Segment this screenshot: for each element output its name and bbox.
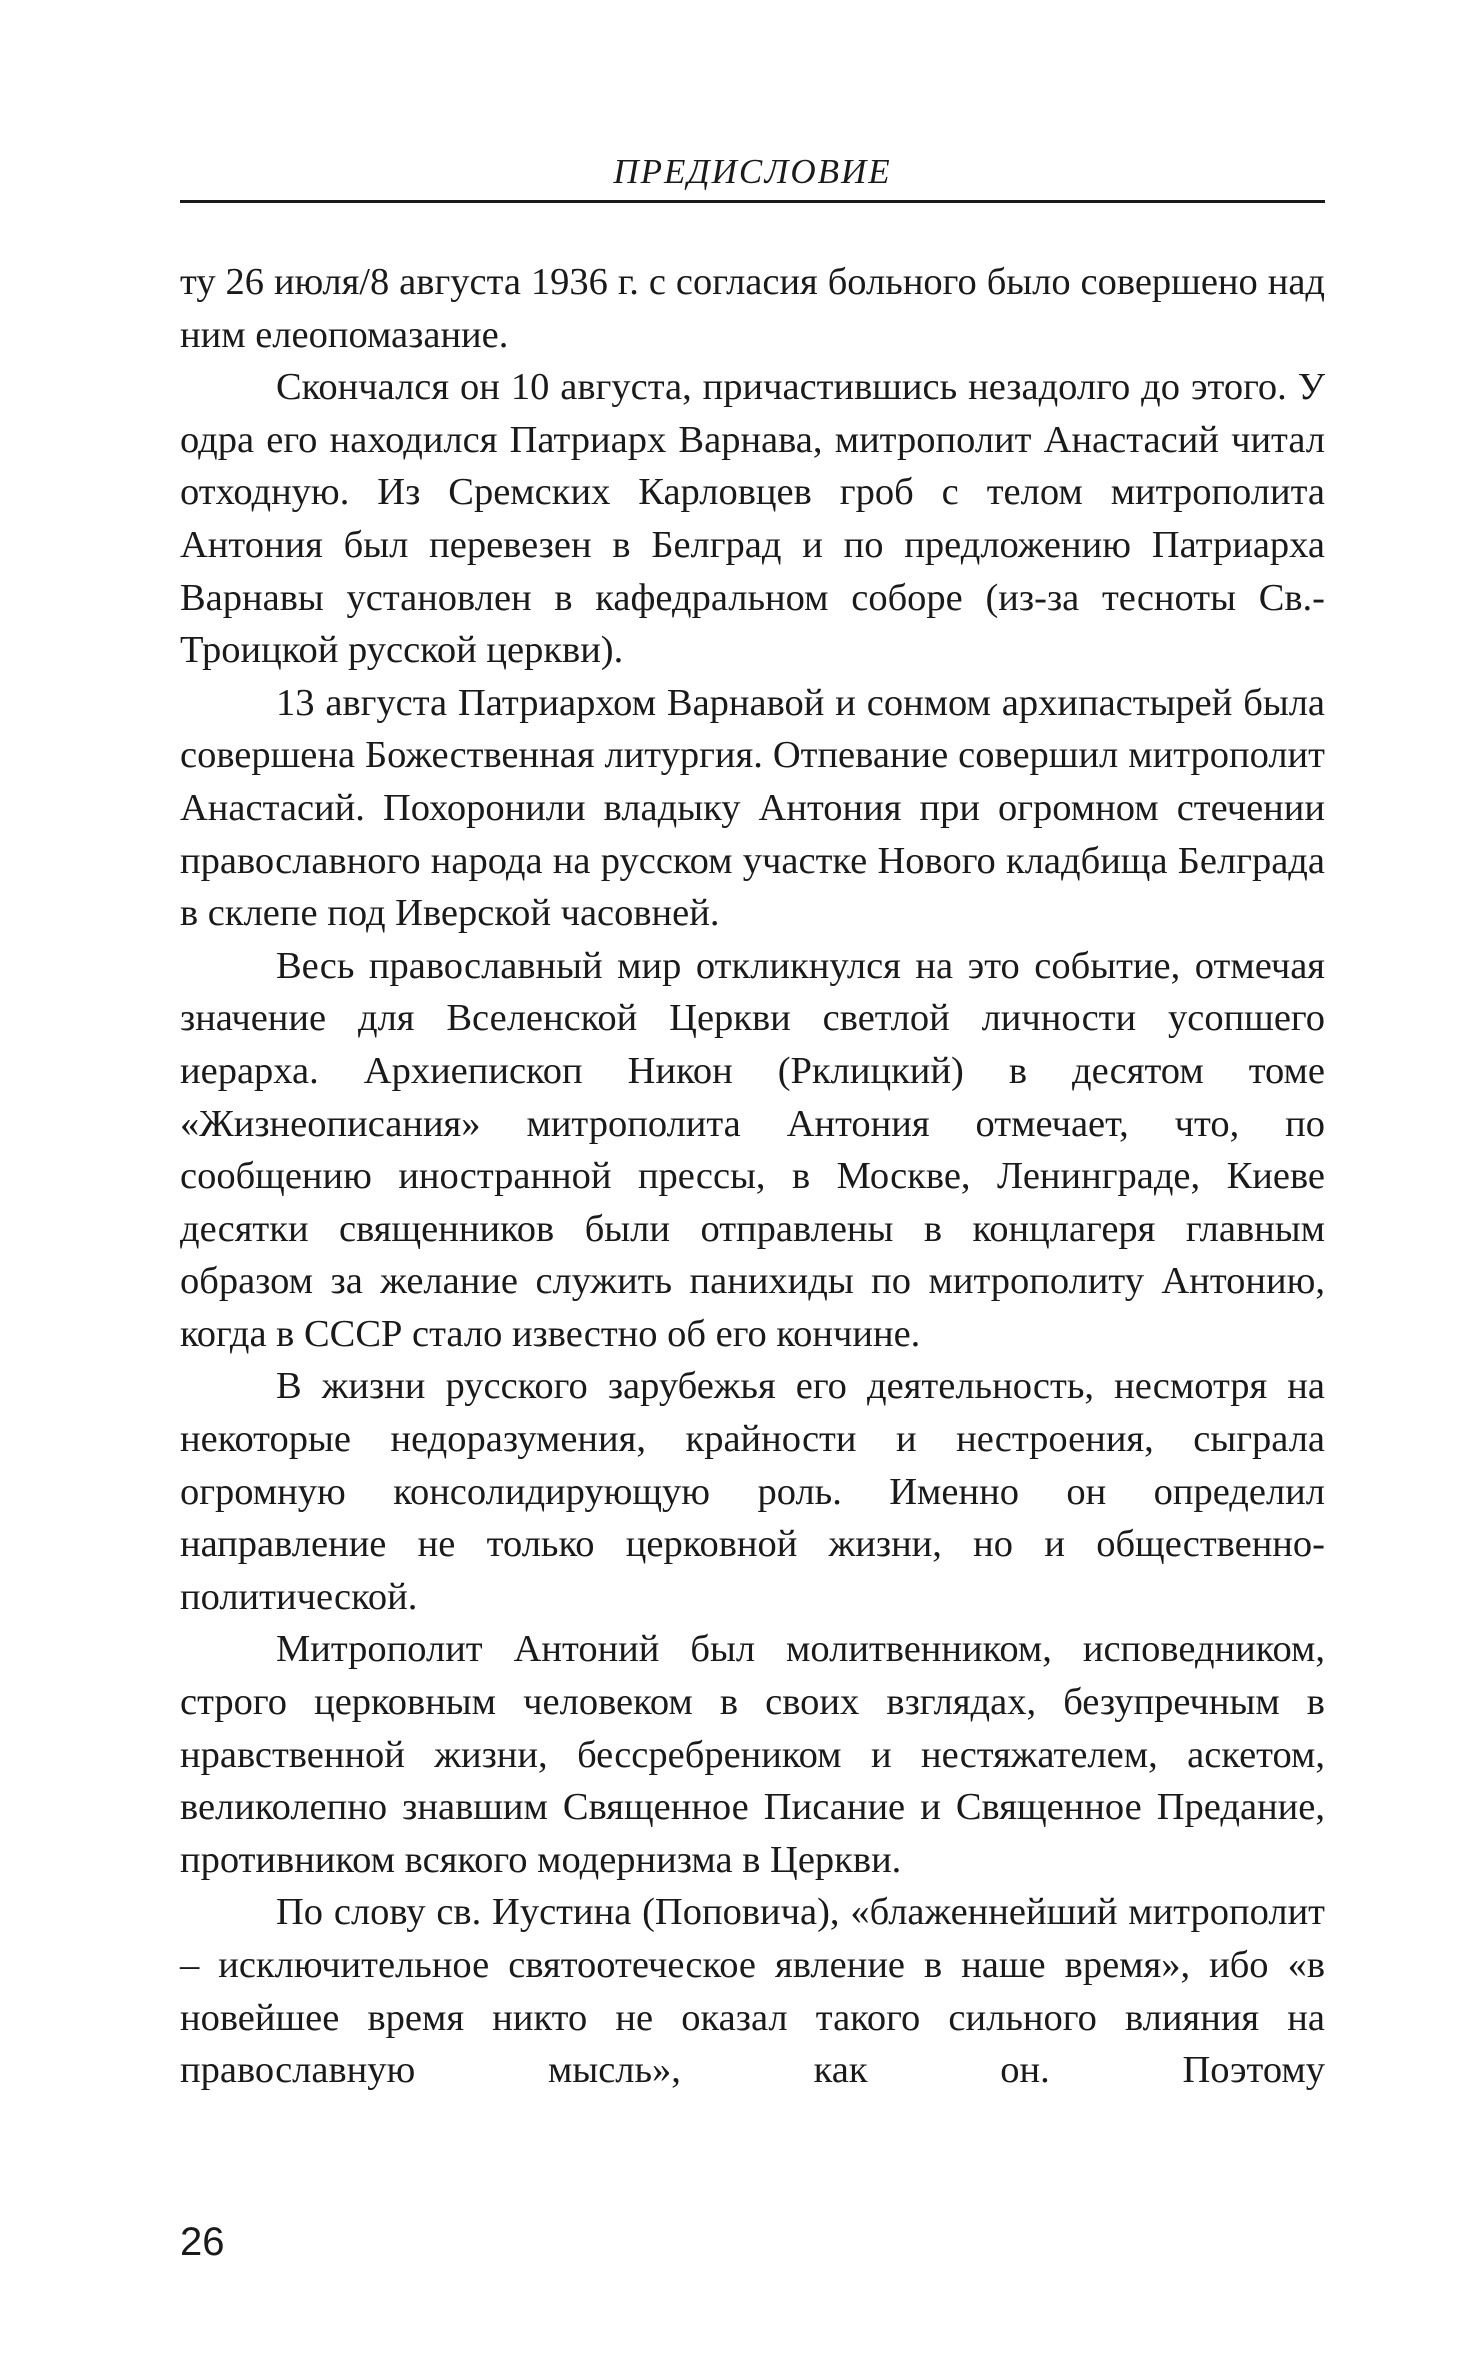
paragraph: Митрополит Антоний был молитвенником, исповедником, строго церковным человеком в своих взглядах, безупречным в нравственной жизни, бессребреником и нестяжателем, аскетом, великолепно знавшим Священное Писание и Священное Предание, противником всякого модернизма в Церкви. bbox=[180, 1628, 1325, 1881]
paragraph: Скончался он 10 августа, причастившись незадолго до этого. У одра его находился Патриарх Варнава, митрополит Анастасий читал отходную. Из Сремских Карловцев гроб с телом митрополита Антония был перевезен в Белград и по предложению Патриарха Варнавы установлен в кафедральном соборе (из-за тесноты Св.-Троицкой русской церкви). bbox=[180, 366, 1325, 672]
paragraph: По слову св. Иустина (Поповича), «блаженнейший митрополит – исключительное святоотеческое явление в наше время», ибо «в новейшее время никто не оказал такого сильного влияния на православную мысль», как он. Поэтому bbox=[180, 1891, 1325, 2092]
paragraph: Весь православный мир откликнулся на это событие, отмечая значение для Вселенской Церкви светлой личности усопшего иерарха. Архиепископ Никон (Рклицкий) в десятом томе «Жизнеописания» митрополита Антония отмечает, что, по сообщению иностранной прессы, в Москве, Ленинграде, Киеве десятки священников были отправлены в концлагеря главным образом за желание служить панихиды по митрополиту Антонию, когда в СССР стало известно об его кончине. bbox=[180, 944, 1325, 1355]
body-text bbox=[180, 256, 1325, 2097]
running-head bbox=[180, 150, 1325, 203]
page-number: 26 bbox=[180, 2220, 225, 2264]
paragraph: В жизни русского зарубежья его деятельность, несмотря на некоторые недоразумения, крайности и нестроения, сыграла огромную консолидирующую роль. Именно он определил направление не только церковной жизни, но и общественно-политической. bbox=[180, 1365, 1325, 1618]
running-head-title: ПРЕДИСЛОВИЕ bbox=[613, 152, 892, 191]
paragraph: 13 августа Патриархом Варнавой и сонмом архипастырей была совершена Божественная литургия. Отпевание совершил митрополит Анастасий. Похоронили владыку Антония при огромном стечении православного народа на русском участке Нового кладбища Белграда в склепе под Иверской часовней. bbox=[180, 681, 1325, 935]
paragraph: ту 26 июля/8 августа 1936 г. с согласия больного было совершено над ним елеопомазание. bbox=[180, 261, 1325, 356]
